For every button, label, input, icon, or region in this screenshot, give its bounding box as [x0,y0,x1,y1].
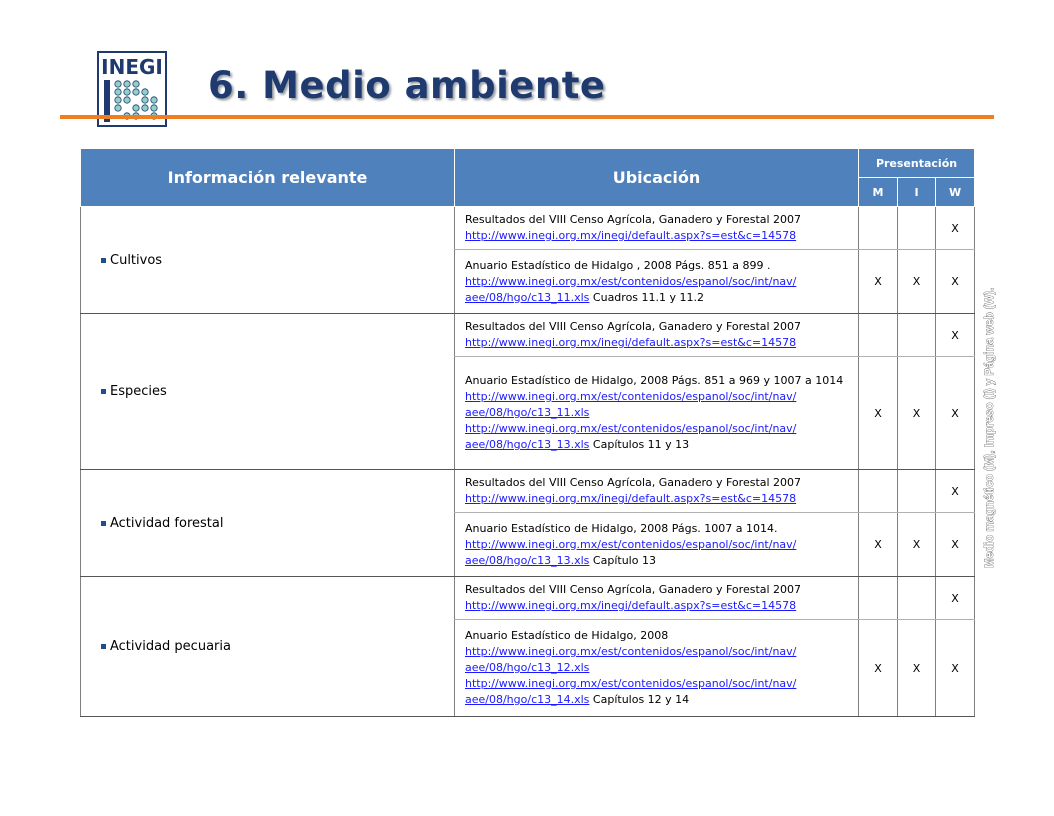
col-header-m: M [859,178,898,207]
source-link[interactable]: aee/08/hgo/c13_11.xls [465,406,590,419]
source-link[interactable]: http://www.inegi.org.mx/est/contenidos/espanol/soc/int/nav/ [465,677,797,690]
location-cell [455,470,859,513]
source-text: Anuario Estadístico de Hidalgo, 2008 Págs. 1007 a 1014. [465,521,778,535]
mark-w: X [936,207,975,250]
source-suffix: Capítulos 12 y 14 [589,693,690,706]
location-cell [455,357,859,470]
title-rule [60,115,994,119]
source-text: Anuario Estadístico de Hidalgo , 2008 Págs. 851 a 899 . [465,258,771,272]
mark-w: X [936,357,975,470]
source-text: Resultados del VIII Censo Agrícola, Ganadero y Forestal 2007 [465,476,802,489]
mark-i [898,207,936,250]
mark-w: X [936,314,975,357]
col-header-info: Información relevante [81,149,455,207]
mark-w: X [936,620,975,717]
mark-w: X [936,470,975,513]
category-label: Cultivos [110,252,163,268]
category-label: Especies [110,384,167,399]
source-link[interactable]: http://www.inegi.org.mx/inegi/default.aspx?s=est&c=14578 [465,492,797,505]
location-cell [455,577,859,620]
mark-m [859,577,898,620]
category-label: Actividad pecuaria [110,639,231,654]
source-text: Resultados del VIII Censo Agrícola, Ganadero y Forestal 2007 [465,583,802,596]
col-header-presentation: Presentación [859,149,975,178]
mark-i [898,470,936,513]
source-link[interactable]: http://www.inegi.org.mx/est/contenidos/espanol/soc/int/nav/ [465,390,797,403]
mark-w: X [936,250,975,314]
source-text: Anuario Estadístico de Hidalgo, 2008 Págs. 851 a 969 y 1007 a 1014 [465,374,844,387]
location-cell [455,620,859,717]
mark-i: X [898,250,936,314]
mark-i: X [898,357,936,470]
col-header-i: I [898,178,936,207]
table-row [81,470,975,513]
source-link[interactable]: http://www.inegi.org.mx/est/contenidos/espanol/soc/int/nav/ [465,422,797,435]
mark-w: X [936,513,975,577]
source-link[interactable]: aee/08/hgo/c13_11.xls [465,290,590,304]
category-label: Actividad forestal [110,515,224,531]
side-note: Medio magnético (M), Impreso (I) y Página web (W). [984,287,996,568]
mark-m: X [859,357,898,470]
bullet-icon [101,389,106,394]
source-link[interactable]: aee/08/hgo/c13_12.xls [465,661,590,674]
source-link[interactable]: http://www.inegi.org.mx/est/contenidos/espanol/soc/int/nav/ [465,645,797,658]
table-row [81,314,975,357]
mark-m [859,470,898,513]
col-header-location: Ubicación [455,149,859,207]
mark-i: X [898,513,936,577]
mark-m: X [859,250,898,314]
logo-text: INEGI [101,55,163,79]
source-link[interactable]: http://www.inegi.org.mx/est/contenidos/espanol/soc/int/nav/ [465,537,797,551]
mark-i [898,577,936,620]
source-link[interactable]: aee/08/hgo/c13_13.xls [465,438,590,451]
location-cell [455,513,859,577]
mark-m: X [859,620,898,717]
bullet-icon [101,258,106,263]
table-row [81,577,975,620]
source-link[interactable]: aee/08/hgo/c13_14.xls [465,693,590,706]
category-cell [81,577,455,717]
bullet-icon [101,521,106,526]
source-suffix: Capítulo 13 [589,553,656,567]
category-cell [81,314,455,470]
location-cell [455,250,859,314]
source-link[interactable]: http://www.inegi.org.mx/inegi/default.aspx?s=est&c=14578 [465,229,797,242]
source-text: Anuario Estadístico de Hidalgo, 2008 [465,629,669,642]
source-text: Resultados del VIII Censo Agrícola, Ganadero y Forestal 2007 [465,213,802,226]
mark-m: X [859,513,898,577]
location-cell [455,207,859,250]
source-suffix: Cuadros 11.1 y 11.2 [589,290,705,304]
info-table [80,148,975,717]
source-suffix: Capítulos 11 y 13 [589,438,690,451]
bullet-icon [101,644,106,649]
category-cell [81,470,455,577]
category-cell [81,207,455,314]
mark-m [859,314,898,357]
table-row [81,207,975,250]
col-header-w: W [936,178,975,207]
location-cell [455,314,859,357]
mark-i: X [898,620,936,717]
page-title: 6. Medio ambiente [208,64,606,107]
mark-w: X [936,577,975,620]
source-link[interactable]: http://www.inegi.org.mx/inegi/default.aspx?s=est&c=14578 [465,599,797,612]
mark-i [898,314,936,357]
mark-m [859,207,898,250]
source-link[interactable]: aee/08/hgo/c13_13.xls [465,553,590,567]
source-link[interactable]: http://www.inegi.org.mx/est/contenidos/espanol/soc/int/nav/ [465,274,797,288]
source-text: Resultados del VIII Censo Agrícola, Ganadero y Forestal 2007 [465,320,802,333]
source-link[interactable]: http://www.inegi.org.mx/inegi/default.aspx?s=est&c=14578 [465,336,797,349]
